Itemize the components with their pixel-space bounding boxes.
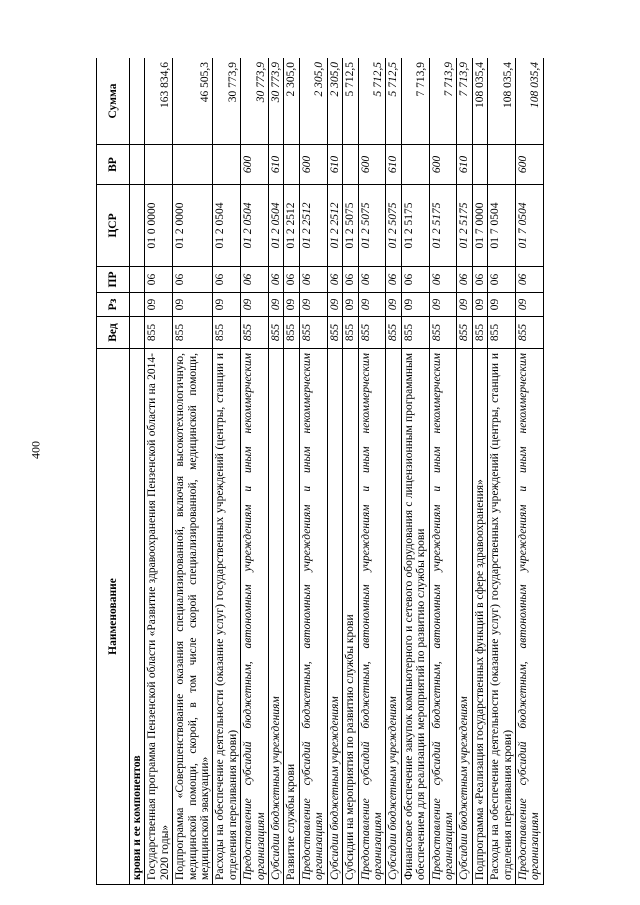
row-rz: 09 [173, 293, 213, 317]
row-vr [213, 145, 241, 185]
row-sum: 30 773,9 [241, 58, 269, 145]
row-pr: 06 [145, 267, 173, 293]
row-csr: 01 2 2512 [327, 185, 342, 267]
row-ved: 855 [457, 317, 472, 349]
row-name: Развитие службы крови [284, 349, 299, 885]
row-sum: 163 834,6 [145, 58, 173, 145]
table-header [97, 58, 130, 885]
header-ved: Вед [97, 317, 130, 349]
row-ved: 855 [213, 317, 241, 349]
row-name: Финансовое обеспечение закупок компьютерного и сетевого оборудования с лицензионным программным обеспечением для реализации мероприятий по развитию службы крови [401, 349, 429, 885]
row-csr: 01 7 0504 [515, 185, 543, 267]
header-rz: Рз [97, 293, 130, 317]
row-ved: 855 [472, 317, 487, 349]
row-sum: 7 713,9 [401, 58, 429, 145]
table-row [145, 58, 173, 885]
row-ved: 855 [241, 317, 269, 349]
row-vr: 610 [386, 145, 401, 185]
row-ved: 855 [343, 317, 358, 349]
row-sum: 46 505,3 [173, 58, 213, 145]
budget-table [96, 58, 544, 885]
row-pr: 06 [472, 267, 487, 293]
row-rz: 09 [299, 293, 327, 317]
row-vr: 600 [241, 145, 269, 185]
row-ved: 855 [488, 317, 516, 349]
row-name: Субсидии на мероприятия по развитию службы крови [343, 349, 358, 885]
row-name: Субсидии бюджетным учреждениям [386, 349, 401, 885]
row-sum: 2 305,0 [284, 58, 299, 145]
table-row [130, 58, 145, 885]
row-vr [130, 145, 145, 185]
row-vr: 600 [515, 145, 543, 185]
table-row [269, 58, 284, 885]
row-name: Предоставление субсидий бюджетным, автономным учреждениям и иным некоммерческим организациям [358, 349, 386, 885]
row-csr [130, 185, 145, 267]
row-vr [488, 145, 516, 185]
table-row [284, 58, 299, 885]
row-ved: 855 [386, 317, 401, 349]
row-vr: 610 [457, 145, 472, 185]
table-row [173, 58, 213, 885]
row-vr [472, 145, 487, 185]
row-name: Подпрограмма «Реализация государственных функций в сфере здравоохранения» [472, 349, 487, 885]
row-vr [173, 145, 213, 185]
table-row [386, 58, 401, 885]
row-csr: 01 2 5075 [343, 185, 358, 267]
row-sum: 5 712,5 [343, 58, 358, 145]
row-sum: 108 035,4 [472, 58, 487, 145]
table-row [472, 58, 487, 885]
row-rz: 09 [488, 293, 516, 317]
row-csr: 01 2 5075 [386, 185, 401, 267]
row-pr: 06 [457, 267, 472, 293]
header-pr: ПР [97, 267, 130, 293]
row-name: Подпрограмма «Совершенствование оказания специализированной, включая высокотехнологичную, медицинской помощи, скорой, в том числе скорой специализированной, медицинской помощи, медицинской эвакуации» [173, 349, 213, 885]
row-rz: 09 [386, 293, 401, 317]
row-pr: 06 [488, 267, 516, 293]
row-csr: 01 2 0504 [241, 185, 269, 267]
row-csr: 01 2 5175 [457, 185, 472, 267]
row-name: Расходы на обеспечение деятельности (оказание услуг) государственных учреждений (центры, станции и отделения переливания крови) [213, 349, 241, 885]
row-sum: 5 712,5 [358, 58, 386, 145]
row-csr: 01 2 0504 [213, 185, 241, 267]
row-rz: 09 [145, 293, 173, 317]
rotated-table-inner [96, 58, 608, 885]
table-row [401, 58, 429, 885]
row-sum [130, 58, 145, 145]
row-rz: 09 [429, 293, 457, 317]
table-row [515, 58, 543, 885]
table-row [343, 58, 358, 885]
row-ved: 855 [401, 317, 429, 349]
row-ved: 855 [269, 317, 284, 349]
row-sum: 108 035,4 [488, 58, 516, 145]
row-rz: 09 [401, 293, 429, 317]
row-csr: 01 0 0000 [145, 185, 173, 267]
row-csr: 01 2 5175 [401, 185, 429, 267]
row-sum: 7 713,9 [457, 58, 472, 145]
row-csr: 01 2 2512 [284, 185, 299, 267]
row-name: Субсидии бюджетным учреждениям [269, 349, 284, 885]
row-ved: 855 [145, 317, 173, 349]
row-ved: 855 [429, 317, 457, 349]
row-vr [343, 145, 358, 185]
row-csr: 01 2 5175 [429, 185, 457, 267]
row-ved: 855 [173, 317, 213, 349]
row-vr: 610 [269, 145, 284, 185]
row-name: крови и ее компонентов [130, 349, 145, 885]
row-vr: 610 [327, 145, 342, 185]
row-sum: 7 713,9 [429, 58, 457, 145]
row-ved: 855 [358, 317, 386, 349]
row-name: Предоставление субсидий бюджетным, автономным учреждениям и иным некоммерческим организациям [241, 349, 269, 885]
row-pr: 06 [386, 267, 401, 293]
table-row [213, 58, 241, 885]
row-sum: 2 305,0 [299, 58, 327, 145]
header-vr: ВР [97, 145, 130, 185]
table-row [488, 58, 516, 885]
row-sum: 30 773,9 [213, 58, 241, 145]
row-csr: 01 7 0504 [488, 185, 516, 267]
row-ved: 855 [515, 317, 543, 349]
row-pr: 06 [241, 267, 269, 293]
row-csr: 01 2 2512 [299, 185, 327, 267]
row-vr: 600 [358, 145, 386, 185]
row-pr: 06 [343, 267, 358, 293]
row-ved [130, 317, 145, 349]
row-csr: 01 2 0504 [269, 185, 284, 267]
row-rz: 09 [213, 293, 241, 317]
table-row [327, 58, 342, 885]
table-row [457, 58, 472, 885]
table-row [429, 58, 457, 885]
row-pr: 06 [429, 267, 457, 293]
row-ved: 855 [299, 317, 327, 349]
header-sum: Сумма [97, 58, 130, 145]
row-name: Предоставление субсидий бюджетным, автономным учреждениям и иным некоммерческим организациям [429, 349, 457, 885]
page-number: 400 [28, 441, 43, 459]
row-csr: 01 7 0000 [472, 185, 487, 267]
row-ved: 855 [327, 317, 342, 349]
row-vr: 600 [429, 145, 457, 185]
row-name: Государственная программа Пензенской области «Развитие здравоохранения Пензенской области на 2014-2020 годы» [145, 349, 173, 885]
row-rz: 09 [515, 293, 543, 317]
rotated-table-region [96, 58, 608, 885]
row-rz [130, 293, 145, 317]
row-pr: 06 [327, 267, 342, 293]
header-name: Наименование [97, 349, 130, 885]
row-pr: 06 [269, 267, 284, 293]
row-rz: 09 [269, 293, 284, 317]
table-row [241, 58, 269, 885]
row-csr: 01 2 5075 [358, 185, 386, 267]
row-name: Субсидии бюджетным учреждениям [327, 349, 342, 885]
row-sum: 2 305,0 [327, 58, 342, 145]
row-rz: 09 [241, 293, 269, 317]
row-vr: 600 [299, 145, 327, 185]
row-sum: 5 712,5 [386, 58, 401, 145]
row-ved: 855 [284, 317, 299, 349]
row-name: Субсидии бюджетным учреждениям [457, 349, 472, 885]
row-rz: 09 [327, 293, 342, 317]
row-pr: 06 [299, 267, 327, 293]
row-pr: 06 [515, 267, 543, 293]
row-sum: 30 773,9 [269, 58, 284, 145]
row-pr: 06 [401, 267, 429, 293]
row-vr [145, 145, 173, 185]
row-pr: 06 [358, 267, 386, 293]
row-name: Предоставление субсидий бюджетным, автономным учреждениям и иным некоммерческим организациям [515, 349, 543, 885]
row-name: Предоставление субсидий бюджетным, автономным учреждениям и иным некоммерческим организациям [299, 349, 327, 885]
row-rz: 09 [457, 293, 472, 317]
header-row [97, 58, 130, 885]
row-csr: 01 2 0000 [173, 185, 213, 267]
row-name: Расходы на обеспечение деятельности (оказание услуг) государственных учреждений (центры, станции и отделения переливания крови) [488, 349, 516, 885]
row-pr: 06 [173, 267, 213, 293]
table-row [358, 58, 386, 885]
header-csr: ЦСР [97, 185, 130, 267]
row-rz: 09 [358, 293, 386, 317]
table-row [299, 58, 327, 885]
row-sum: 108 035,4 [515, 58, 543, 145]
row-rz: 09 [284, 293, 299, 317]
row-vr [401, 145, 429, 185]
row-vr [284, 145, 299, 185]
row-rz: 09 [472, 293, 487, 317]
row-rz: 09 [343, 293, 358, 317]
row-pr: 06 [213, 267, 241, 293]
row-pr: 06 [284, 267, 299, 293]
table-body [130, 58, 544, 885]
row-pr [130, 267, 145, 293]
